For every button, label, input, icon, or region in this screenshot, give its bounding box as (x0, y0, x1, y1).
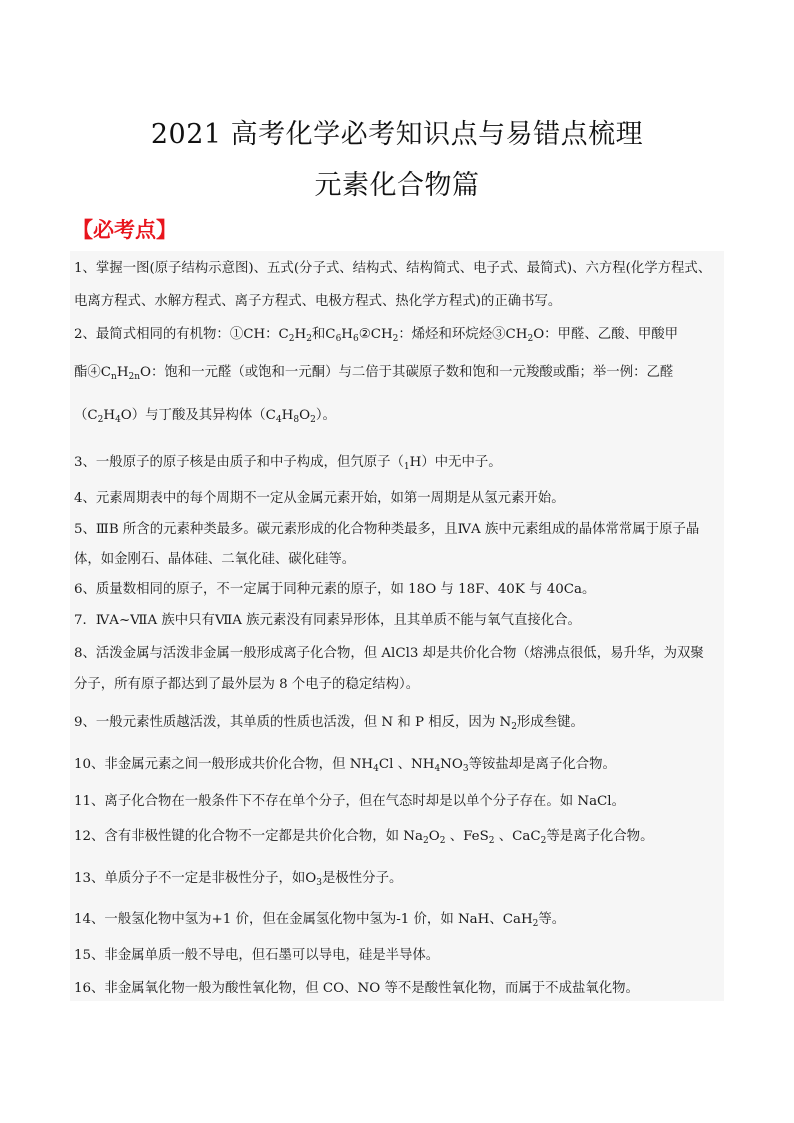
text-segment: O (428, 829, 440, 844)
subscript: 6 (352, 334, 359, 344)
text-segment: 9、一般元素性质越活泼，其单质的性质也活泼，但 N 和 P 相反，因为 N (74, 715, 512, 730)
text-segment: 12、含有非极性键的化合物不一定都是共价化合物，如 Na (74, 829, 423, 844)
text-segment: 14、一般氢化物中氢为+1 价，但在金属氢化物中氢为-1 价，如 NaH、CaH (74, 912, 533, 927)
text-segment: 1、掌握一图(原子结构示意图)、五式(分子式、结构式、结构简式、电子式、最简式)、六方程(化学方程式、 (74, 261, 712, 276)
text-line (74, 790, 722, 809)
text-segment: H (294, 327, 307, 342)
subscript: 2 (439, 836, 446, 846)
text-segment: ）。 (315, 408, 336, 423)
text-line (74, 908, 722, 927)
text-segment: NO (440, 757, 463, 772)
text-line (74, 487, 722, 506)
subscript: 2 (532, 919, 539, 929)
text-segment: 7．ⅣA~ⅦA 族中只有ⅦA 族元素没有同素异形体，且其单质不能与氧气直接化合。 (74, 613, 581, 628)
text-segment: O：饱和一元醛（或饱和一元酮）与二倍于其碳原子数和饱和一元羧酸或酯；举一例：乙醛 (140, 365, 674, 380)
text-segment: 等是离子化合物。 (546, 829, 654, 844)
text-segment: 电离方程式、水解方程式、离子方程式、电极方程式、热化学方程式)的正确书写。 (74, 294, 562, 309)
document-subtitle: 元素化合物篇 (314, 170, 480, 201)
text-segment: ：烯烃和环烷烃③CH (398, 327, 528, 342)
subscript: 2 (422, 836, 429, 846)
content-area (70, 251, 724, 1001)
text-segment: 8、活泼金属与活泼非金属一般形成离子化合物，但 AlCl3 却是共价化合物（熔沸点很低，易升华，为双聚 (74, 646, 704, 661)
text-segment: 4、元素周期表中的每个周期不一定从金属元素开始，如第一周期是从氢元素开始。 (74, 491, 565, 506)
section-heading: 【必考点】 (72, 218, 177, 242)
text-line (74, 323, 722, 342)
subscript: 2 (511, 722, 517, 732)
subscript: 2 (97, 415, 104, 425)
subscript: 4 (434, 764, 441, 774)
text-line (74, 404, 722, 423)
text-segment: 和C (311, 327, 336, 342)
text-segment: H (341, 327, 353, 342)
text-segment: （C (74, 408, 98, 423)
text-line (74, 642, 722, 661)
subscript: n (111, 372, 117, 382)
text-line (74, 451, 722, 470)
text-segment: O）与丁酸及其异构体（C (120, 408, 276, 423)
text-line (74, 977, 722, 996)
text-line (74, 673, 722, 692)
text-line (74, 578, 722, 597)
text-line (74, 867, 722, 886)
subscript: 2 (288, 334, 295, 344)
subscript: 2 (488, 836, 495, 846)
text-line (74, 518, 722, 537)
subscript: 2 (310, 415, 316, 425)
text-segment: 11、离子化合物在一般条件下不存在单个分子，但在气态时却是以单个分子存在。如 NaCl。 (74, 794, 625, 809)
text-line (74, 361, 722, 380)
subscript: 4 (115, 415, 121, 425)
text-segment: 酯④C (74, 365, 112, 380)
text-segment: 6、质量数相同的原子，不一定属于同种元素的原子，如 18O 与 18F、40K 与 40Ca。 (74, 582, 596, 597)
text-segment: O：甲醛、乙酸、甲酸甲 (533, 327, 679, 342)
text-segment: 形成叁键。 (516, 715, 584, 730)
document-title: 2021 高考化学必考知识点与易错点梳理 (150, 119, 644, 150)
text-segment: 5、ⅢB 所含的元素种类最多。碳元素形成的化合物种类最多，且ⅣA 族中元素组成的晶体常常属于原子晶 (74, 522, 700, 537)
text-segment: 、FeS (445, 829, 489, 844)
subscript: 2 (392, 334, 399, 344)
text-line (74, 609, 722, 628)
subscript: 1 (403, 462, 410, 472)
text-segment: 体，如金刚石、晶体硅、二氧化硅、碳化硅等。 (74, 552, 356, 567)
text-segment: 等。 (538, 912, 566, 927)
text-segment: 15、非金属单质一般不导电，但石墨可以导电，硅是半导体。 (74, 948, 440, 963)
text-line (74, 711, 722, 730)
text-line (74, 825, 722, 844)
text-segment: 、CaC (494, 829, 541, 844)
text-line (74, 548, 722, 567)
subscript: 4 (373, 764, 379, 774)
subscript: 2 (306, 334, 312, 344)
text-segment: 等铵盐却是离子化合物。 (468, 757, 616, 772)
text-segment: 10、非金属元素之间一般形成共价化合物，但 NH (74, 757, 374, 772)
text-segment: H (103, 408, 116, 423)
text-segment: Cl 、NH (378, 757, 435, 772)
text-line (74, 753, 722, 772)
subscript: 2n (128, 372, 141, 382)
subscript: 6 (335, 334, 342, 344)
subscript: 2 (540, 836, 547, 846)
text-segment: H）中无中子。 (409, 455, 502, 470)
subscript: 4 (275, 415, 282, 425)
text-line (74, 290, 722, 309)
text-line (74, 257, 722, 276)
text-segment: 分子，所有原子都达到了最外层为 8 个电子的稳定结构）。 (74, 677, 420, 692)
text-segment: 16、非金属氧化物一般为酸性氧化物，但 CO、NO 等不是酸性氧化物，而属于不成盐氧化物。 (74, 981, 639, 996)
subscript: 2 (527, 334, 534, 344)
text-segment: O (299, 408, 311, 423)
subscript: 3 (316, 878, 323, 888)
text-segment: 13、单质分子不一定是非极性分子，如O (74, 871, 317, 886)
text-segment: 3、一般原子的原子核是由质子和中子构成，但氕原子（ (74, 455, 404, 470)
text-segment: 是极性分子。 (322, 871, 403, 886)
text-segment: H (116, 365, 129, 380)
text-line (74, 944, 722, 963)
subscript: 8 (293, 415, 300, 425)
text-segment: ②CH (358, 327, 393, 342)
text-segment: 2、最简式相同的有机物：①CH：C (74, 327, 289, 342)
text-segment: H (281, 408, 294, 423)
subscript: 3 (462, 764, 469, 774)
